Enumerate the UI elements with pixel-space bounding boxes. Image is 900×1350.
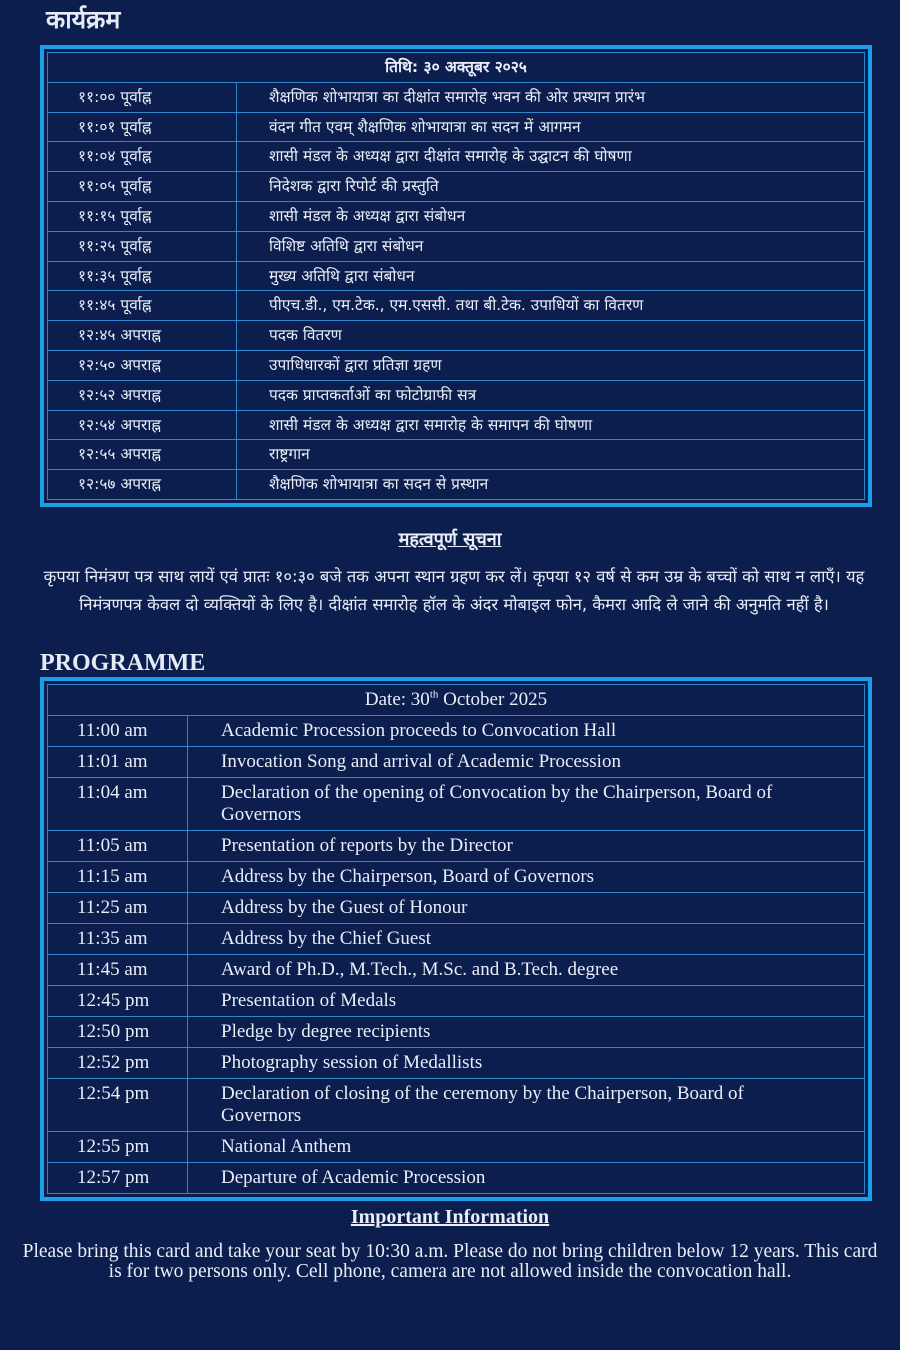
schedule-row	[48, 82, 865, 112]
schedule-row	[48, 350, 865, 380]
schedule-event: वंदन गीत एवम् शैक्षणिक शोभायात्रा का सदन में आगमन	[237, 112, 865, 142]
schedule-event: राष्ट्रगान	[237, 440, 865, 470]
schedule-event: पदक वितरण	[237, 321, 865, 351]
schedule-row	[48, 1048, 865, 1079]
schedule-time: 12:50 pm	[48, 1017, 188, 1048]
date-ordinal-suffix: th	[429, 688, 439, 701]
schedule-event: Award of Ph.D., M.Tech., M.Sc. and B.Tech. degree	[188, 955, 865, 986]
schedule-event: Address by the Guest of Honour	[188, 893, 865, 924]
schedule-row	[48, 1079, 865, 1132]
schedule-time: ११:३५ पूर्वाह्न	[48, 261, 237, 291]
schedule-row	[48, 201, 865, 231]
hindi-schedule-table	[47, 52, 865, 500]
schedule-time: 11:04 am	[48, 778, 188, 831]
schedule-row	[48, 924, 865, 955]
schedule-event: Address by the Chairperson, Board of Governors	[188, 862, 865, 893]
schedule-event: Presentation of reports by the Director	[188, 831, 865, 862]
english-programme-title: PROGRAMME	[40, 650, 206, 676]
schedule-row	[48, 986, 865, 1017]
schedule-row	[48, 261, 865, 291]
schedule-time: 12:54 pm	[48, 1079, 188, 1132]
schedule-event: Pledge by degree recipients	[188, 1017, 865, 1048]
schedule-row	[48, 955, 865, 986]
schedule-time: 11:35 am	[48, 924, 188, 955]
schedule-time: 11:01 am	[48, 747, 188, 778]
english-schedule-frame	[40, 677, 872, 1201]
schedule-row	[48, 142, 865, 172]
english-date-label	[48, 685, 865, 716]
schedule-time: ११:०१ पूर्वाह्न	[48, 112, 237, 142]
schedule-event: National Anthem	[188, 1132, 865, 1163]
date-suffix: October 2025	[438, 689, 548, 710]
schedule-event: Presentation of Medals	[188, 986, 865, 1017]
schedule-row	[48, 1017, 865, 1048]
hindi-date-row	[48, 53, 865, 83]
english-notice-text: Please bring this card and take your seat by 10:30 a.m. Please do not bring children below 12 years. This card is for two persons only. Cell phone, camera are not allowed inside the convocation hall.	[22, 1241, 878, 1282]
schedule-time: ११:०४ पूर्वाह्न	[48, 142, 237, 172]
schedule-event: पीएच.डी., एम.टेक., एम.एससी. तथा बी.टेक. उपाधियों का वितरण	[237, 291, 865, 321]
schedule-time: ११:४५ पूर्वाह्न	[48, 291, 237, 321]
schedule-time: १२:५७ अपराह्न	[48, 470, 237, 500]
schedule-time: ११:०० पूर्वाह्न	[48, 82, 237, 112]
schedule-time: १२:४५ अपराह्न	[48, 321, 237, 351]
date-prefix: Date: 30	[364, 689, 430, 710]
schedule-row	[48, 747, 865, 778]
schedule-event: Photography session of Medallists	[188, 1048, 865, 1079]
schedule-row	[48, 231, 865, 261]
schedule-row	[48, 1163, 865, 1194]
schedule-event: शैक्षणिक शोभायात्रा का सदन से प्रस्थान	[237, 470, 865, 500]
schedule-row	[48, 380, 865, 410]
schedule-time: 11:05 am	[48, 831, 188, 862]
schedule-event: मुख्य अतिथि द्वारा संबोधन	[237, 261, 865, 291]
schedule-time: १२:५५ अपराह्न	[48, 440, 237, 470]
schedule-row	[48, 1132, 865, 1163]
schedule-row	[48, 440, 865, 470]
schedule-row	[48, 893, 865, 924]
hindi-notice-text: कृपया निमंत्रण पत्र साथ लायें एवं प्रातः १०:३० बजे तक अपना स्थान ग्रहण कर लें। कृपया १२ वर्ष से कम उम्र के बच्चों को साथ न लाएँ। यह निमंत्रणपत्र केवल दो व्यक्तियों के लिए है। दीक्षांत समारोह हॉल के अंदर मोबाइल फोन, कैमरा आदि ले जाने की अनुमति नहीं है।	[43, 567, 865, 614]
schedule-row	[48, 291, 865, 321]
schedule-time: ११:०५ पूर्वाह्न	[48, 172, 237, 202]
schedule-time: 11:15 am	[48, 862, 188, 893]
schedule-event: Address by the Chief Guest	[188, 924, 865, 955]
hindi-schedule-frame	[40, 45, 872, 507]
schedule-row	[48, 172, 865, 202]
schedule-row	[48, 862, 865, 893]
schedule-event: शैक्षणिक शोभायात्रा का दीक्षांत समारोह भवन की ओर प्रस्थान प्रारंभ	[237, 82, 865, 112]
schedule-time: 12:55 pm	[48, 1132, 188, 1163]
schedule-time: 11:25 am	[48, 893, 188, 924]
schedule-row	[48, 112, 865, 142]
schedule-time: 11:45 am	[48, 955, 188, 986]
hindi-notice-heading: महत्वपूर्ण सूचना	[398, 529, 502, 550]
schedule-event: पदक प्राप्तकर्ताओं का फोटोग्राफी सत्र	[237, 380, 865, 410]
english-date-row	[48, 685, 865, 716]
schedule-event: Declaration of the opening of Convocation by the Chairperson, Board of Governors	[188, 778, 865, 831]
schedule-event: विशिष्ट अतिथि द्वारा संबोधन	[237, 231, 865, 261]
schedule-event: निदेशक द्वारा रिपोर्ट की प्रस्तुति	[237, 172, 865, 202]
schedule-row	[48, 778, 865, 831]
schedule-time: १२:५४ अपराह्न	[48, 410, 237, 440]
schedule-row	[48, 831, 865, 862]
schedule-event: Departure of Academic Procession	[188, 1163, 865, 1194]
schedule-row	[48, 410, 865, 440]
schedule-row	[48, 321, 865, 351]
schedule-event: शासी मंडल के अध्यक्ष द्वारा समारोह के समापन की घोषणा	[237, 410, 865, 440]
english-notice-heading: Important Information	[350, 1206, 550, 1228]
schedule-time: १२:५० अपराह्न	[48, 350, 237, 380]
schedule-time: ११:२५ पूर्वाह्न	[48, 231, 237, 261]
schedule-time: १२:५२ अपराह्न	[48, 380, 237, 410]
schedule-time: 11:00 am	[48, 716, 188, 747]
schedule-event: शासी मंडल के अध्यक्ष द्वारा दीक्षांत समारोह के उद्घाटन की घोषणा	[237, 142, 865, 172]
schedule-time: 12:52 pm	[48, 1048, 188, 1079]
hindi-programme-title: कार्यक्रम	[46, 5, 121, 34]
schedule-row	[48, 470, 865, 500]
schedule-event: Declaration of closing of the ceremony by the Chairperson, Board of Governors	[188, 1079, 865, 1132]
hindi-date-label: तिथि: ३० अक्तूबर २०२५	[48, 53, 865, 83]
english-schedule-table	[47, 684, 865, 1194]
schedule-event: Invocation Song and arrival of Academic Procession	[188, 747, 865, 778]
schedule-event: Academic Procession proceeds to Convocation Hall	[188, 716, 865, 747]
schedule-event: शासी मंडल के अध्यक्ष द्वारा संबोधन	[237, 201, 865, 231]
schedule-row	[48, 716, 865, 747]
schedule-event: उपाधिधारकों द्वारा प्रतिज्ञा ग्रहण	[237, 350, 865, 380]
schedule-time: 12:45 pm	[48, 986, 188, 1017]
schedule-time: 12:57 pm	[48, 1163, 188, 1194]
schedule-time: ११:१५ पूर्वाह्न	[48, 201, 237, 231]
